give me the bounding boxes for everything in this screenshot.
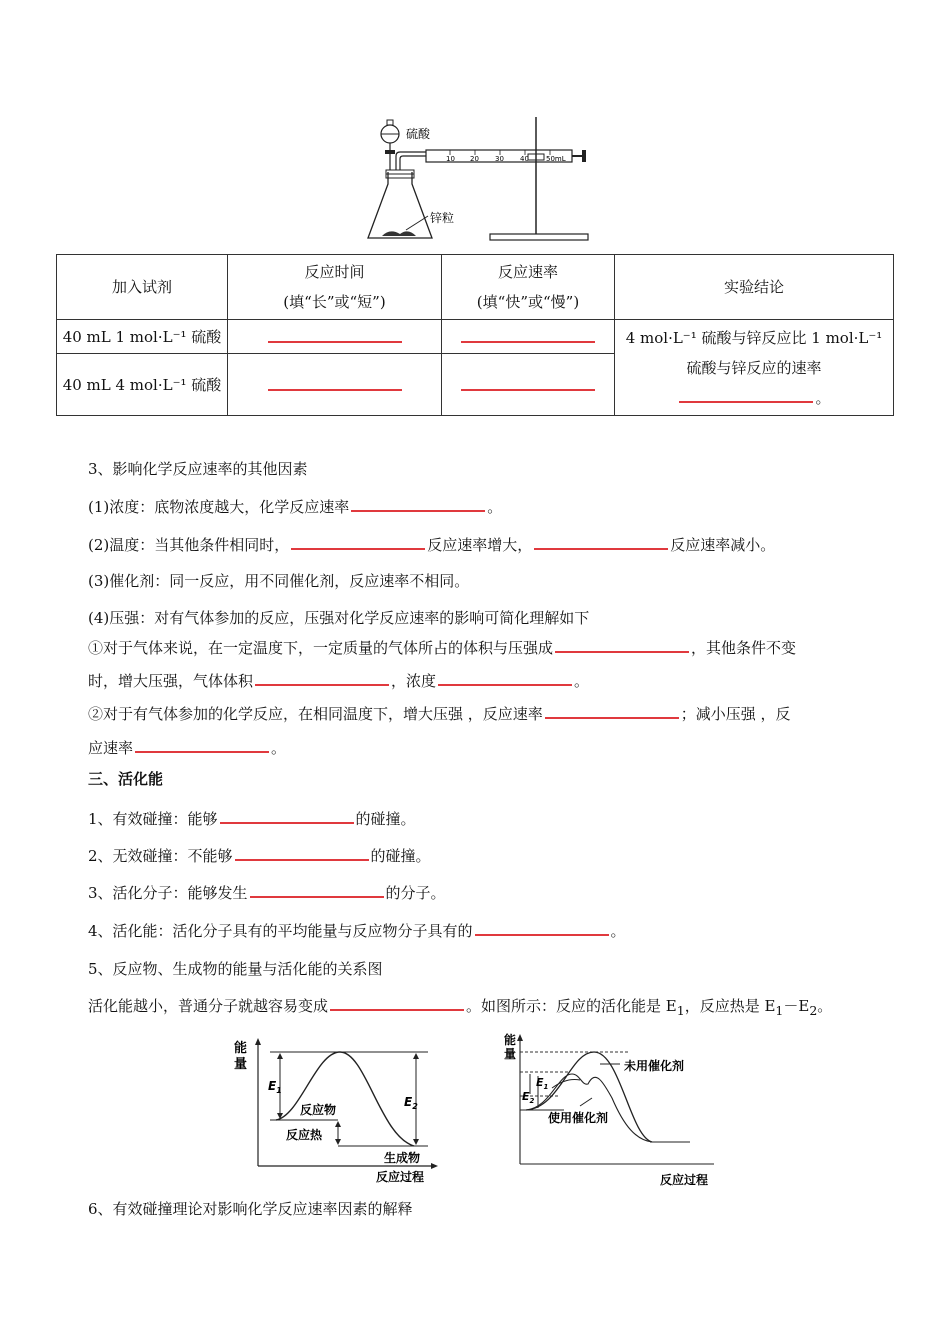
catalyst-line: (3)催化剂：同一反应，用不同催化剂，反应速率不相同。 (88, 572, 470, 590)
item2-line: 2、无效碰撞：不能够 的碰撞。 (88, 847, 431, 865)
concentration-blank[interactable] (351, 496, 485, 512)
apparatus-figure (360, 112, 600, 248)
description-blank[interactable] (330, 995, 464, 1011)
activation-heading: 三、活化能 (88, 770, 164, 788)
header-rate-hint: (填“快”或“慢”) (476, 293, 580, 311)
energy-diagram-1 (230, 1036, 440, 1188)
row2-reagent: 40 mL 4 mol·L⁻¹ 硫酸 (57, 354, 228, 416)
concentration-line: (1)浓度：底物浓度越大，化学反应速率 。 (88, 498, 503, 516)
item3-line: 3、活化分子：能够发生 的分子。 (88, 884, 446, 902)
concentration2-blank[interactable] (438, 670, 572, 686)
header-conclusion: 实验结论 (615, 255, 894, 320)
pressure-1-line: ①对于气体来说，在一定温度下，一定质量的气体所占的体积与压强成 ，其他条件不变 (88, 639, 797, 657)
pressure-3-blank[interactable] (135, 737, 269, 753)
pressure-1b-line: 时，增大压强，气体体积 ，浓度 。 (88, 672, 590, 690)
d1-e2: $E_2$ (404, 1095, 418, 1111)
temperature-blank-2[interactable] (534, 534, 668, 550)
d2-no-catalyst: 未用催化剂 (624, 1059, 685, 1073)
experiment-table (56, 254, 894, 416)
d1-reactant: 反应物 (300, 1103, 337, 1117)
header-time-label: 反应时间 (304, 263, 365, 281)
conclusion-end: 。 (815, 388, 831, 407)
row1-reagent: 40 mL 1 mol·L⁻¹ 硫酸 (57, 320, 228, 354)
scale-50: 50mL (546, 155, 566, 163)
d1-e1: $E_1$ (268, 1079, 282, 1095)
item4-line: 4、活化能：活化分子具有的平均能量与反应物分子具有的 。 (88, 922, 626, 940)
conclusion-line2: 硫酸与锌反应的速率 (686, 358, 822, 377)
d1-heat: 反应热 (286, 1128, 323, 1142)
pressure-2-line: ②对于有气体参加的化学反应，在相同温度下，增大压强 ，反应速率 ；减小压强 ，反 (88, 705, 791, 723)
conclusion-line1: 4 mol·L⁻¹ 硫酸与锌反应比 1 mol·L⁻¹ (625, 328, 883, 347)
scale-40: 40 (520, 155, 529, 163)
temperature-blank-1[interactable] (291, 534, 425, 550)
header-time-hint: (填“长”或“短”) (283, 293, 386, 311)
d2-xlabel: 反应过程 (660, 1173, 709, 1187)
d2-ylabel-2: 量 (504, 1047, 517, 1061)
temperature-line: (2)温度：当其他条件相同时， 反应速率增大， 反应速率减小。 (88, 536, 776, 554)
header-rate (442, 255, 615, 320)
pressure-2b-line: 应速率 。 (88, 739, 287, 757)
d1-ylabel-2: 量 (234, 1057, 248, 1072)
item4-blank[interactable] (475, 920, 609, 936)
header-rate-label: 反应速率 (497, 263, 558, 281)
conclusion-cell (615, 320, 894, 416)
pressure-2-blank[interactable] (545, 703, 679, 719)
pressure-1-blank[interactable] (555, 637, 689, 653)
item2-blank[interactable] (235, 845, 369, 861)
d1-xlabel: 反应过程 (376, 1170, 425, 1184)
row2-time-blank[interactable] (228, 354, 442, 416)
item5-line: 5、反应物、生成物的能量与活化能的关系图 (88, 960, 383, 978)
d1-ylabel-1: 能 (234, 1041, 248, 1056)
zinc-label: 锌粒 (430, 211, 455, 225)
row2-rate-blank[interactable] (442, 354, 615, 416)
description-line: 活化能越小，普通分子就越容易变成 。如图所示：反应的活化能是 $E_1$，反应热是 $E_1-E_2$。 (88, 997, 833, 1018)
header-time (228, 255, 442, 320)
energy-diagram-2 (500, 1028, 730, 1190)
item1-line: 1、有效碰撞：能够 的碰撞。 (88, 810, 416, 828)
d2-e1: $E_1$ (536, 1076, 549, 1091)
d2-with-catalyst: 使用催化剂 (548, 1111, 609, 1125)
d1-product: 生成物 (384, 1151, 421, 1165)
volume-blank[interactable] (255, 670, 389, 686)
scale-10: 10 (446, 155, 455, 163)
d2-e2: $E_2$ (522, 1090, 535, 1105)
item6-line: 6、有效碰撞理论对影响化学反应速率因素的解释 (88, 1200, 413, 1218)
conclusion-blank[interactable] (679, 387, 813, 403)
item1-blank[interactable] (220, 808, 354, 824)
pressure-line: (4)压强：对有气体参加的反应，压强对化学反应速率的影响可简化理解如下 (88, 609, 590, 627)
row1-time-blank[interactable] (228, 320, 442, 354)
d2-ylabel-1: 能 (504, 1033, 517, 1047)
section3-title: 3、影响化学反应速率的其他因素 (88, 460, 308, 478)
row1-rate-blank[interactable] (442, 320, 615, 354)
scale-30: 30 (495, 155, 504, 163)
scale-20: 20 (470, 155, 479, 163)
header-reagent: 加入试剂 (57, 255, 228, 320)
item3-blank[interactable] (250, 882, 384, 898)
acid-label: 硫酸 (406, 127, 431, 141)
